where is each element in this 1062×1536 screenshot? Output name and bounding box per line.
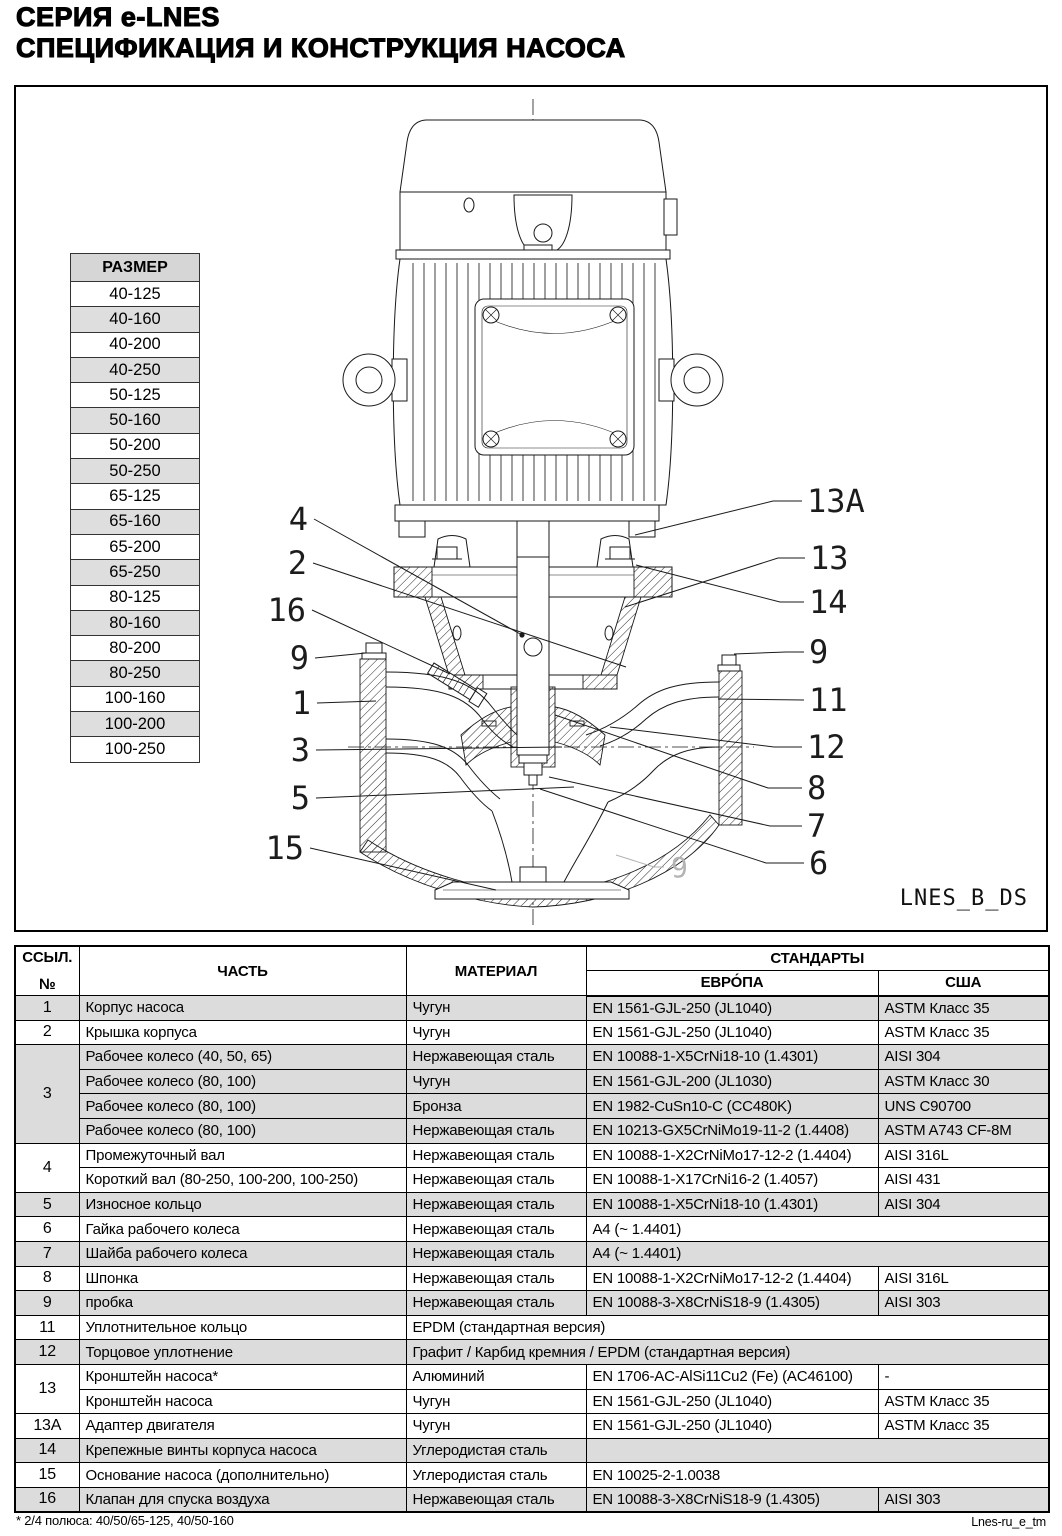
standard-usa: ASTM Класс 35: [878, 996, 1049, 1021]
terminal-screw: [610, 431, 626, 447]
shaft: [517, 557, 549, 755]
fan-cover: [400, 120, 677, 255]
wear-ring: [570, 721, 584, 726]
standard-europe: EN 10088-1-X2CrNiMo17-12-2 (1.4404): [586, 1143, 878, 1168]
plug-left: [366, 643, 382, 653]
standard-europe: EN 10088-3-X8CrNiS18-9 (1.4305): [586, 1487, 878, 1512]
part-name: Шайба рабочего колеса: [79, 1241, 406, 1266]
ref-number: 5: [15, 1192, 79, 1217]
callout-14: 14: [809, 583, 848, 621]
material: Нержавеющая сталь: [406, 1291, 586, 1316]
standard-europe: EN 1561-GJL-250 (JL1040): [586, 1020, 878, 1045]
callout-7: 7: [807, 807, 827, 845]
size-row: [71, 408, 200, 433]
material: Нержавеющая сталь: [406, 1118, 586, 1143]
standard-europe: EN 10088-1-X2CrNiMo17-12-2 (1.4404): [586, 1266, 878, 1291]
col-part: ЧАСТЬ: [79, 946, 406, 996]
standard-europe: A4 (~ 1.4401): [586, 1217, 1049, 1242]
material: Углеродистая сталь: [406, 1463, 586, 1488]
size-table: [70, 253, 200, 763]
standard-europe: EN 1561-GJL-250 (JL1040): [586, 1389, 878, 1414]
callout-6: 6: [809, 844, 829, 882]
callout-16: 16: [267, 591, 306, 629]
ref-number: 7: [15, 1241, 79, 1266]
size-value: 65-125: [71, 484, 200, 509]
standard-europe: EN 10025-2-1.0038: [586, 1463, 1049, 1488]
size-row: [71, 307, 200, 332]
size-table-header: РАЗМЕР: [71, 254, 200, 282]
size-row: [71, 484, 200, 509]
ref-number: 4: [15, 1143, 79, 1192]
standard-usa: ASTM Класс 30: [878, 1069, 1049, 1094]
material: Нержавеющая сталь: [406, 1241, 586, 1266]
size-row: [71, 712, 200, 737]
part-name: Кронштейн насоса*: [79, 1364, 406, 1389]
standard-usa: AISI 304: [878, 1045, 1049, 1070]
ref-number: 13: [15, 1364, 79, 1413]
part-name: Корпус насоса: [79, 996, 406, 1021]
wear-ring: [482, 721, 496, 726]
conduit-box: [664, 199, 677, 235]
material: Нержавеющая сталь: [406, 1266, 586, 1291]
parts-row: [15, 1192, 1049, 1217]
eye-bolt-left: [343, 354, 407, 406]
part-name: Рабочее колесо (80, 100): [79, 1069, 406, 1094]
standard-usa: ASTM A743 CF-8M: [878, 1118, 1049, 1143]
size-row: [71, 585, 200, 610]
size-value: 40-250: [71, 357, 200, 382]
standard-europe: A4 (~ 1.4401): [586, 1241, 1049, 1266]
standard-usa: UNS C90700: [878, 1094, 1049, 1119]
page-title-line2: СПЕЦИФИКАЦИЯ И КОНСТРУКЦИЯ НАСОСА: [16, 33, 626, 63]
size-row: [71, 509, 200, 534]
parts-table: [14, 945, 1050, 1513]
material: Бронза: [406, 1094, 586, 1119]
size-row: [71, 636, 200, 661]
size-value: 80-200: [71, 636, 200, 661]
size-row: [71, 534, 200, 559]
callout-1: 1: [291, 684, 311, 722]
part-name: Рабочее колесо (80, 100): [79, 1094, 406, 1119]
drawing-code: LNES_B_DS: [899, 886, 1028, 911]
size-value: 65-160: [71, 509, 200, 534]
size-row: [71, 383, 200, 408]
part-name: Крепежные винты корпуса насоса: [79, 1438, 406, 1463]
part-name: Основание насоса (дополнительно): [79, 1463, 406, 1488]
ref-number: 8: [15, 1266, 79, 1291]
parts-row: [15, 1414, 1049, 1439]
size-value: 50-200: [71, 433, 200, 458]
leader-line-5: [316, 787, 574, 798]
size-value: 65-250: [71, 560, 200, 585]
size-row: [71, 686, 200, 711]
standard-europe: EN 10088-1-X5CrNi18-10 (1.4301): [586, 1192, 878, 1217]
plug-right: [722, 655, 736, 665]
parts-row: [15, 1168, 1049, 1193]
standard-usa: ASTM Класс 35: [878, 1389, 1049, 1414]
standard-europe: [586, 1438, 1049, 1463]
part-name: Гайка рабочего колеса: [79, 1217, 406, 1242]
impeller-nut: [519, 755, 547, 785]
col-ref: [15, 946, 79, 996]
callout-11: 11: [809, 681, 848, 719]
material: Нержавеющая сталь: [406, 1168, 586, 1193]
size-value: 50-250: [71, 459, 200, 484]
parts-row: [15, 1463, 1049, 1488]
size-value: 40-125: [71, 282, 200, 307]
terminal-screw: [483, 307, 499, 323]
part-name: Торцовое уплотнение: [79, 1340, 406, 1365]
parts-row: [15, 1217, 1049, 1242]
col-usa: США: [878, 971, 1049, 996]
leader-line-9: [734, 652, 804, 654]
page-title-line1: СЕРИЯ e-LNES: [16, 2, 220, 32]
footnote: * 2/4 полюса: 40/50/65-125, 40/50-160: [16, 1513, 234, 1528]
material: Нержавеющая сталь: [406, 1217, 586, 1242]
parts-row: [15, 1069, 1049, 1094]
standard-europe: EN 1561-GJL-250 (JL1040): [586, 1414, 878, 1439]
standard-usa: -: [878, 1364, 1049, 1389]
standard-usa: AISI 303: [878, 1487, 1049, 1512]
callout-9: 9: [809, 633, 829, 671]
doc-code: Lnes-ru_e_tm: [971, 1515, 1046, 1529]
size-value: 100-160: [71, 686, 200, 711]
size-value: 80-125: [71, 585, 200, 610]
material: Чугун: [406, 1414, 586, 1439]
standard-europe: EN 10213-GX5CrNiMo19-11-2 (1.4408): [586, 1118, 878, 1143]
callout-faint-9: 9: [671, 851, 688, 884]
size-row: [71, 357, 200, 382]
part-name: Адаптер двигателя: [79, 1414, 406, 1439]
callout-9: 9: [289, 639, 309, 677]
terminal-box: [475, 299, 634, 455]
parts-row: [15, 1266, 1049, 1291]
col-ref-line2: №: [38, 976, 56, 993]
callout-15: 15: [265, 829, 304, 867]
col-material: МАТЕРИАЛ: [406, 946, 586, 996]
standard-europe: EN 1561-GJL-200 (JL1030): [586, 1069, 878, 1094]
standard-europe: EN 10088-1-X17CrNi16-2 (1.4057): [586, 1168, 878, 1193]
page-title: [16, 2, 626, 64]
material: Чугун: [406, 1389, 586, 1414]
parts-table-header: [15, 946, 1049, 996]
ref-number: 13A: [15, 1414, 79, 1439]
material: Чугун: [406, 996, 586, 1021]
size-value: 50-160: [71, 408, 200, 433]
ref-number: 9: [15, 1291, 79, 1316]
parts-row: [15, 1241, 1049, 1266]
col-ref-line1: ССЫЛ.: [22, 949, 73, 966]
material: Нержавеющая сталь: [406, 1143, 586, 1168]
callout-13A: 13A: [807, 482, 865, 520]
parts-row: [15, 1389, 1049, 1414]
parts-row: [15, 996, 1049, 1021]
callout-12: 12: [807, 728, 846, 766]
material: Нержавеющая сталь: [406, 1192, 586, 1217]
diagram-frame: [14, 85, 1048, 932]
leader-line-13A: [635, 501, 802, 535]
standard-europe: EN 1706-AC-AlSi11Cu2 (Fe) (AC46100): [586, 1364, 878, 1389]
material: Алюминий: [406, 1364, 586, 1389]
size-value: 100-250: [71, 737, 200, 762]
standard-usa: ASTM Класс 35: [878, 1020, 1049, 1045]
size-value: 100-200: [71, 712, 200, 737]
parts-row: [15, 1438, 1049, 1463]
ref-number: 16: [15, 1487, 79, 1512]
size-row: [71, 661, 200, 686]
part-name: Кронштейн насоса: [79, 1389, 406, 1414]
ref-number: 15: [15, 1463, 79, 1488]
parts-row: [15, 1020, 1049, 1045]
callout-8: 8: [807, 769, 827, 807]
parts-row: [15, 1340, 1049, 1365]
part-name: Промежуточный вал: [79, 1143, 406, 1168]
callout-13: 13: [810, 539, 849, 577]
standard-europe: EN 1561-GJL-250 (JL1040): [586, 996, 878, 1021]
size-row: [71, 560, 200, 585]
parts-row: [15, 1315, 1049, 1340]
standard-europe: EN 1982-CuSn10-C (CC480K): [586, 1094, 878, 1119]
leader-line-7: [549, 777, 802, 826]
standard-europe: EN 10088-3-X8CrNiS18-9 (1.4305): [586, 1291, 878, 1316]
callout-4: 4: [288, 500, 308, 538]
terminal-screw: [610, 307, 626, 323]
material: Чугун: [406, 1020, 586, 1045]
eye-bolt-right: [659, 354, 723, 406]
standard-usa: AISI 303: [878, 1291, 1049, 1316]
leader-line-9: [315, 653, 366, 658]
size-value: 50-125: [71, 383, 200, 408]
size-row: [71, 282, 200, 307]
material: Нержавеющая сталь: [406, 1045, 586, 1070]
size-value: 80-250: [71, 661, 200, 686]
size-row: [71, 332, 200, 357]
part-name: пробка: [79, 1291, 406, 1316]
callout-3: 3: [290, 731, 310, 769]
standard-usa: AISI 304: [878, 1192, 1049, 1217]
leader-line-15: [310, 848, 496, 890]
size-row: [71, 459, 200, 484]
parts-row: [15, 1094, 1049, 1119]
parts-row: [15, 1118, 1049, 1143]
ref-number: 12: [15, 1340, 79, 1365]
col-europe: ЕВРО́ПА: [586, 971, 878, 996]
part-name: Уплотнительное кольцо: [79, 1315, 406, 1340]
material: Углеродистая сталь: [406, 1438, 586, 1463]
part-name: Рабочее колесо (80, 100): [79, 1118, 406, 1143]
standard-europe: EN 10088-1-X5CrNi18-10 (1.4301): [586, 1045, 878, 1070]
callout-5: 5: [290, 779, 310, 817]
standard-usa: ASTM Класс 35: [878, 1414, 1049, 1439]
ref-number: 3: [15, 1045, 79, 1143]
standard-usa: AISI 316L: [878, 1143, 1049, 1168]
size-row: [71, 610, 200, 635]
standard-usa: AISI 316L: [878, 1266, 1049, 1291]
parts-row: [15, 1143, 1049, 1168]
callout-2: 2: [287, 544, 307, 582]
ref-number: 11: [15, 1315, 79, 1340]
material: Нержавеющая сталь: [406, 1487, 586, 1512]
material-merged: EPDM (стандартная версия): [406, 1315, 1049, 1340]
size-value: 40-200: [71, 332, 200, 357]
ref-number: 14: [15, 1438, 79, 1463]
ref-number: 6: [15, 1217, 79, 1242]
parts-row: [15, 1291, 1049, 1316]
size-value: 65-200: [71, 534, 200, 559]
part-name: Шпонка: [79, 1266, 406, 1291]
size-row: [71, 433, 200, 458]
part-name: Рабочее колесо (40, 50, 65): [79, 1045, 406, 1070]
part-name: Износное кольцо: [79, 1192, 406, 1217]
standard-usa: AISI 431: [878, 1168, 1049, 1193]
discharge-flange: [718, 655, 742, 825]
size-value: 80-160: [71, 610, 200, 635]
coupling-bolt: [524, 638, 542, 656]
col-standards: СТАНДАРТЫ: [586, 946, 1049, 971]
terminal-screw: [483, 431, 499, 447]
material: Чугун: [406, 1069, 586, 1094]
ref-number: 1: [15, 996, 79, 1021]
size-value: 40-160: [71, 307, 200, 332]
parts-row: [15, 1045, 1049, 1070]
suction-flange: [360, 643, 386, 852]
part-name: Короткий вал (80-250, 100-200, 100-250): [79, 1168, 406, 1193]
ref-number: 2: [15, 1020, 79, 1045]
part-name: Крышка корпуса: [79, 1020, 406, 1045]
material-merged: Графит / Карбид кремния / EPDM (стандартная версия): [406, 1340, 1049, 1365]
parts-row: [15, 1364, 1049, 1389]
part-name: Клапан для спуска воздуха: [79, 1487, 406, 1512]
parts-row: [15, 1487, 1049, 1512]
size-row: [71, 737, 200, 762]
